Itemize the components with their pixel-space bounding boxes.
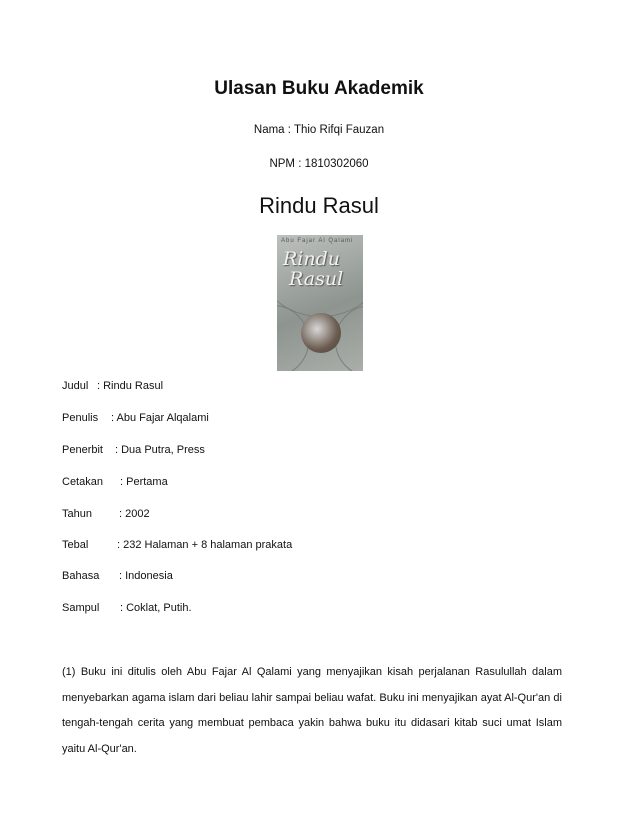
detail-value: : Rindu Rasul [97, 380, 164, 392]
detail-value: : 232 Halaman + 8 halaman prakata [117, 539, 293, 551]
cover-title-line-1: Rindu [283, 248, 341, 270]
book-cover-image [277, 235, 363, 371]
detail-label: Penulis [62, 412, 99, 424]
detail-value: : Abu Fajar Alqalami [111, 412, 209, 424]
cover-author: Abu Fajar Al Qalami [281, 238, 354, 244]
detail-penerbit [62, 444, 205, 456]
detail-tahun [62, 508, 150, 520]
detail-label: Tahun [62, 508, 92, 520]
student-npm: NPM : 1810302060 [269, 158, 369, 170]
review-paragraph: (1) Buku ini ditulis oleh Abu Fajar Al Qalami yang menyajikan kisah perjalanan Rasulullah dalam menyebarkan agama islam dari beliau lahir sampai beliau wafat. Buku ini menyajikan ayat Al-Qur'an di tengah-tengah cerita yang membuat pembaca yakin bahwa buku itu didasari kitab suci umat Islam yaitu Al-Qur'an. [62, 666, 562, 755]
detail-judul [62, 380, 163, 392]
detail-label: Penerbit [62, 444, 103, 456]
detail-sampul [62, 602, 192, 614]
detail-label: Sampul [62, 602, 100, 614]
student-name: Nama : Thio Rifqi Fauzan [253, 124, 385, 136]
cover-title [283, 249, 343, 289]
detail-label: Judul [62, 380, 89, 392]
detail-label: Tebal [62, 539, 89, 551]
detail-value: : Pertama [120, 476, 168, 488]
book-title: Rindu Rasul [259, 193, 379, 218]
detail-cetakan [62, 476, 168, 488]
detail-label: Cetakan [62, 476, 103, 488]
detail-tebal [62, 539, 292, 551]
detail-value: : Coklat, Putih. [120, 602, 192, 614]
document-title: Ulasan Buku Akademik [214, 78, 424, 99]
detail-bahasa [62, 570, 173, 582]
detail-value: : Indonesia [119, 570, 173, 582]
detail-label: Bahasa [62, 570, 100, 582]
globe-illustration [301, 313, 341, 353]
detail-value: : 2002 [119, 508, 150, 520]
detail-value: : Dua Putra, Press [115, 444, 205, 456]
detail-penulis [62, 412, 209, 424]
cover-title-line-2: Rasul [289, 268, 344, 290]
